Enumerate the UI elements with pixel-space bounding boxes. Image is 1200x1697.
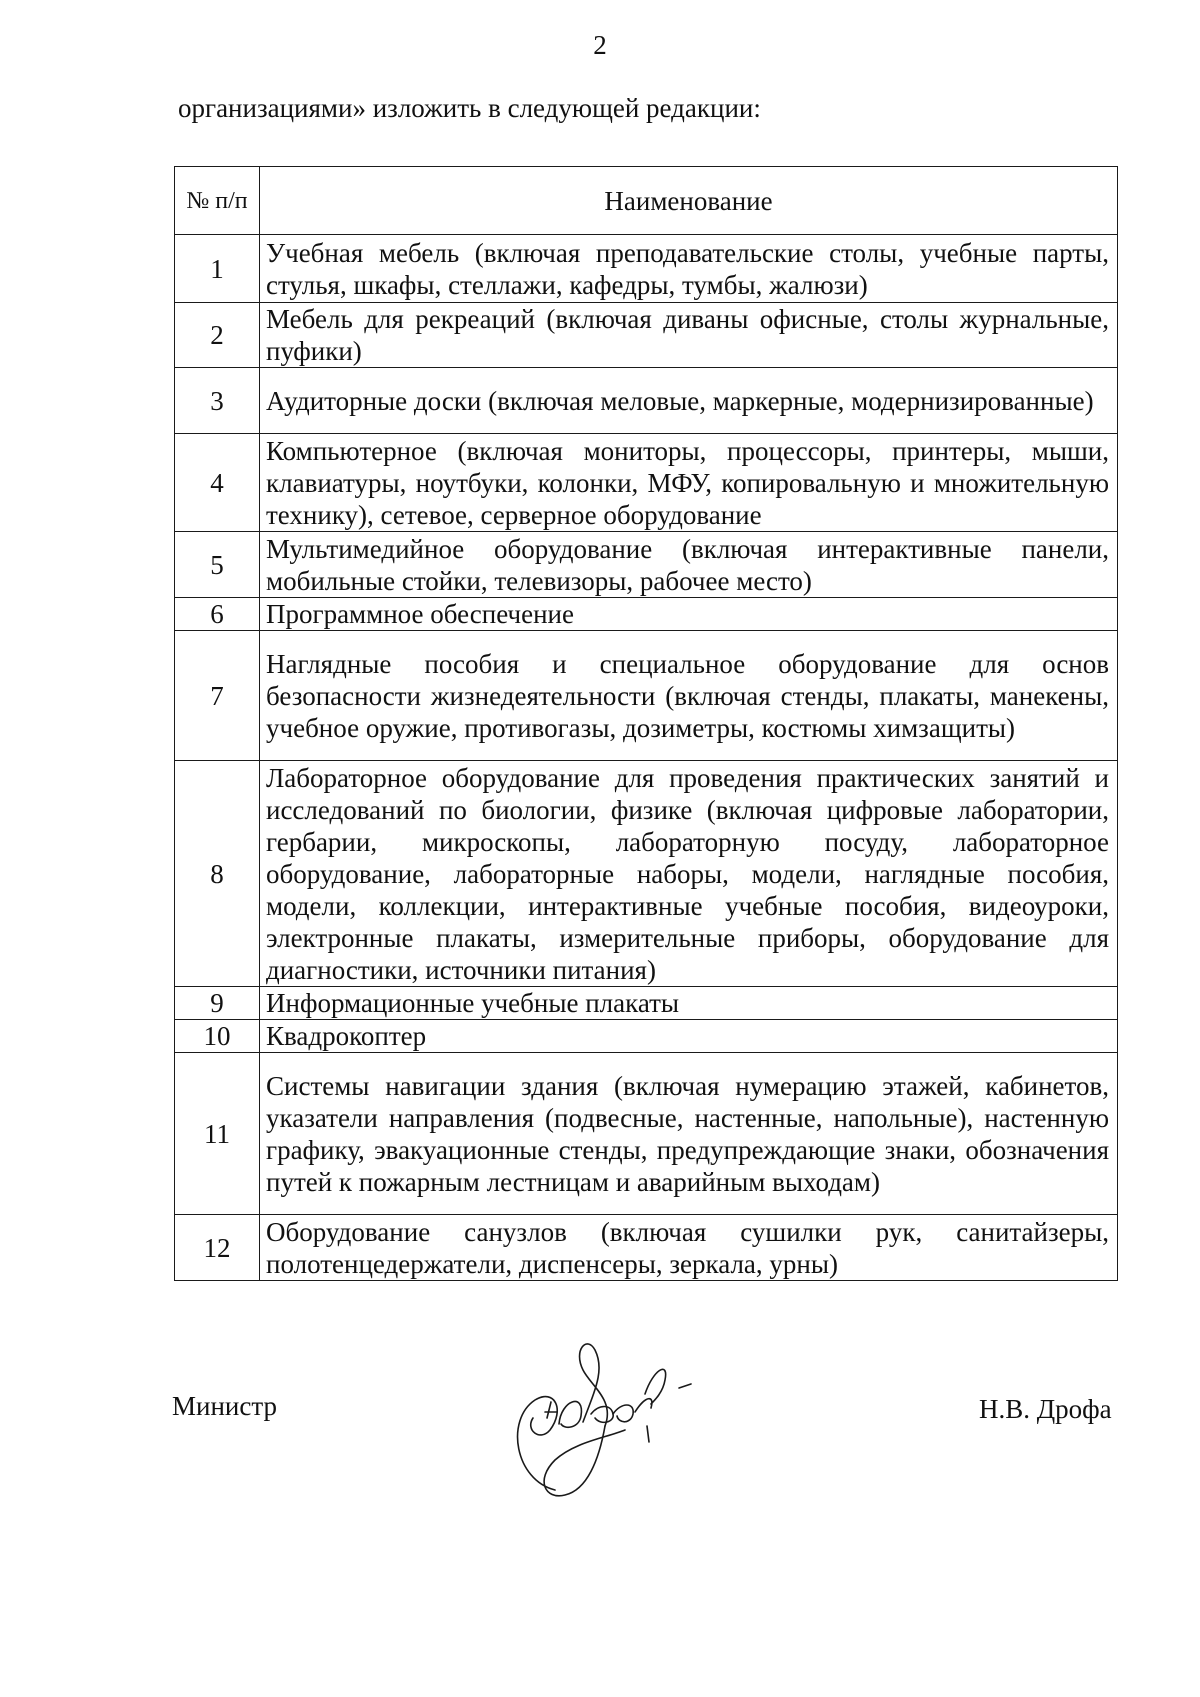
row-num: 4 bbox=[175, 434, 260, 532]
row-num: 11 bbox=[175, 1053, 260, 1215]
row-name: Компьютерное (включая мониторы, процессоры, принтеры, мыши, клавиатуры, ноутбуки, колонки, МФУ, копировальную и множительную технику), сетевое, серверное оборудование bbox=[260, 434, 1118, 532]
table-row bbox=[175, 761, 1118, 987]
row-name: Программное обеспечение bbox=[260, 598, 1118, 631]
row-name: Наглядные пособия и специальное оборудование для основ безопасности жизнедеятельности (включая стенды, плакаты, манекены, учебное оружие, противогазы, дозиметры, костюмы химзащиты) bbox=[260, 631, 1118, 761]
table-row bbox=[175, 368, 1118, 434]
signatory-name: Н.В. Дрофа bbox=[979, 1394, 1112, 1424]
row-num: 7 bbox=[175, 631, 260, 761]
handwritten-signature-icon bbox=[495, 1330, 725, 1540]
table-row bbox=[175, 235, 1118, 303]
page-number: 2 bbox=[593, 30, 607, 60]
row-num: 12 bbox=[175, 1215, 260, 1281]
row-name: Аудиторные доски (включая меловые, маркерные, модернизированные) bbox=[260, 368, 1118, 434]
signatory-position: Министр bbox=[172, 1391, 277, 1421]
row-name: Системы навигации здания (включая нумерацию этажей, кабинетов, указатели направления (подвесные, настенные, напольные), настенную графику, эвакуационные стенды, предупреждающие знаки, обозначения путей к пожарным лестницам и аварийным выходам) bbox=[260, 1053, 1118, 1215]
row-name: Оборудование санузлов (включая сушилки рук, санитайзеры, полотенцедержатели, диспенсеры, зеркала, урны) bbox=[260, 1215, 1118, 1281]
row-num: 1 bbox=[175, 235, 260, 303]
table-row bbox=[175, 1020, 1118, 1053]
table-row bbox=[175, 598, 1118, 631]
table-row bbox=[175, 532, 1118, 598]
row-name: Учебная мебель (включая преподавательские столы, учебные парты, стулья, шкафы, стеллажи, кафедры, тумбы, жалюзи) bbox=[260, 235, 1118, 303]
row-num: 2 bbox=[175, 303, 260, 368]
row-num: 8 bbox=[175, 761, 260, 987]
row-name: Информационные учебные плакаты bbox=[260, 987, 1118, 1020]
row-num: 9 bbox=[175, 987, 260, 1020]
row-name: Мебель для рекреаций (включая диваны офисные, столы журнальные, пуфики) bbox=[260, 303, 1118, 368]
header-num: № п/п bbox=[175, 167, 260, 235]
table-row bbox=[175, 303, 1118, 368]
row-name: Квадрокоптер bbox=[260, 1020, 1118, 1053]
table-row bbox=[175, 631, 1118, 761]
table-row bbox=[175, 1053, 1118, 1215]
header-name: Наименование bbox=[260, 167, 1118, 235]
table-row bbox=[175, 987, 1118, 1020]
table-row bbox=[175, 1215, 1118, 1281]
row-num: 3 bbox=[175, 368, 260, 434]
table-header-row bbox=[175, 167, 1118, 235]
table-row bbox=[175, 434, 1118, 532]
row-num: 6 bbox=[175, 598, 260, 631]
row-name: Лабораторное оборудование для проведения практических занятий и исследований по биологии, физике (включая цифровые лаборатории, гербарии, микроскопы, лабораторную посуду, лабораторное оборудование, лабораторные наборы, модели, наглядные пособия, модели, коллекции, интерактивные учебные пособия, видеоуроки, электронные плакаты, измерительные приборы, оборудование для диагностики, источники питания) bbox=[260, 761, 1118, 987]
items-table bbox=[174, 166, 1118, 1281]
row-num: 5 bbox=[175, 532, 260, 598]
row-num: 10 bbox=[175, 1020, 260, 1053]
row-name: Мультимедийное оборудование (включая интерактивные панели, мобильные стойки, телевизоры, рабочее место) bbox=[260, 532, 1118, 598]
intro-text: организациями» изложить в следующей редакции: bbox=[178, 93, 761, 123]
